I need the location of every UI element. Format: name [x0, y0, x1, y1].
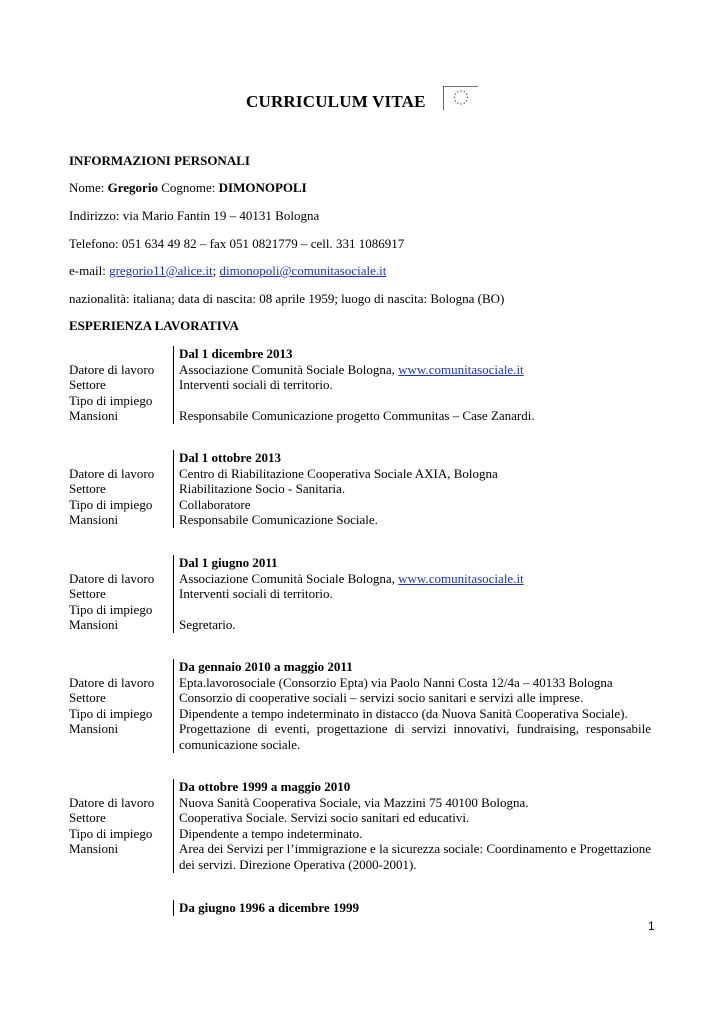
entry-labels	[69, 362, 169, 424]
entry-employer: Nuova Sanità Cooperativa Sociale, via Mazzini 75 40100 Bologna.	[179, 794, 529, 810]
flag-star	[460, 103, 461, 104]
entry-employer: Centro di Riabilitazione Cooperativa Sociale AXIA, Bologna	[179, 465, 498, 481]
phone-line: Telefono: 051 634 49 82 – fax 051 0821779 – cell. 331 1086917	[69, 236, 405, 251]
flag-star	[454, 97, 455, 98]
label-type: Tipo di impiego	[69, 825, 153, 841]
label-sector: Settore	[69, 377, 106, 393]
entry-duties: Responsabile Comunicazione progetto Communitas – Case Zanardi.	[179, 408, 535, 424]
email-link-1[interactable]: gregorio11@alice.it	[109, 263, 213, 278]
entry-type	[179, 602, 651, 618]
entry-sector: Interventi sociali di territorio.	[179, 586, 333, 602]
flag-star	[455, 94, 456, 95]
employer-text: Associazione Comunità Sociale Bologna,	[179, 361, 395, 377]
entry-date: Da ottobre 1999 a maggio 2010	[179, 779, 351, 794]
entry-labels	[69, 466, 169, 528]
entry-employer	[179, 571, 651, 587]
entry-duties: Responsabile Comunicazione Sociale.	[179, 512, 378, 528]
flag-star	[466, 94, 467, 95]
entry-date: Da gennaio 2010 a maggio 2011	[179, 659, 353, 674]
label-employer: Datore di lavoro	[69, 465, 155, 481]
label-sector: Settore	[69, 810, 106, 826]
email-separator: ;	[212, 263, 217, 278]
entry-date: Dal 1 dicembre 2013	[179, 346, 293, 361]
section-heading-experience: ESPERIENZA LAVORATIVA	[69, 318, 239, 333]
name-line	[69, 180, 307, 196]
entry-divider	[173, 779, 174, 873]
email-line	[69, 263, 386, 279]
entry-content	[179, 555, 651, 633]
label-employer: Datore di lavoro	[69, 361, 155, 377]
label-sector: Settore	[69, 586, 106, 602]
entry-divider	[173, 450, 174, 528]
name-label: Nome:	[69, 180, 105, 195]
entry-labels	[69, 675, 169, 737]
surname: DIMONOPOLI	[218, 180, 307, 195]
entry-date: Dal 1 ottobre 2013	[179, 450, 281, 465]
label-duties: Mansioni	[69, 841, 119, 857]
section-heading-personal: INFORMAZIONI PERSONALI	[69, 153, 250, 168]
entry-duties: Progettazione di eventi, progettazione di servizi innovativi, fundraising, responsabile comunicazione sociale.	[179, 721, 651, 752]
website-link[interactable]: www.comunitasociale.it	[398, 361, 524, 377]
entry-duties: Area dei Servizi per l’immigrazione e la sicurezza sociale: Coordinamento e Progettazione dei servizi. Direzione Operativa (2000-2001).	[179, 841, 651, 872]
flag-star	[455, 100, 456, 101]
entry-date: Da giugno 1996 a dicembre 1999	[179, 900, 359, 915]
entry-content	[179, 900, 651, 916]
label-type: Tipo di impiego	[69, 392, 153, 408]
email-link-2[interactable]: dimonopoli@comunitasociale.it	[219, 263, 387, 278]
entry-employer	[179, 362, 651, 378]
entry-type	[179, 393, 651, 409]
entry-content	[179, 450, 651, 528]
entry-divider	[173, 659, 174, 753]
label-sector: Settore	[69, 481, 106, 497]
label-duties: Mansioni	[69, 617, 119, 633]
flag-star	[466, 100, 467, 101]
entry-type: Dipendente a tempo indeterminato.	[179, 825, 363, 841]
flag-star	[457, 102, 458, 103]
entry-sector: Cooperativa Sociale. Servizi socio sanitari ed educativi.	[179, 810, 470, 826]
label-employer: Datore di lavoro	[69, 674, 155, 690]
entry-content	[179, 346, 651, 424]
label-duties: Mansioni	[69, 721, 119, 737]
label-sector: Settore	[69, 690, 106, 706]
label-duties: Mansioni	[69, 512, 119, 528]
surname-label: Cognome:	[161, 180, 216, 195]
entry-sector: Consorzio di cooperative sociali – servizi socio sanitari e servizi alle imprese.	[179, 690, 584, 706]
label-type: Tipo di impiego	[69, 601, 153, 617]
website-link[interactable]: www.comunitasociale.it	[398, 570, 524, 586]
page-number: 1	[648, 919, 655, 933]
address-line: Indirizzo: via Mario Fantin 19 – 40131 Bologna	[69, 208, 320, 223]
entry-type: Collaboratore	[179, 496, 251, 512]
flag-star	[464, 102, 465, 103]
entry-sector: Interventi sociali di territorio.	[179, 377, 333, 393]
entry-divider	[173, 900, 174, 916]
flag-star	[467, 97, 468, 98]
entry-divider	[173, 346, 174, 424]
birth-line: nazionalità: italiana; data di nascita: 08 aprile 1959; luogo di nascita: Bologna (BO)	[69, 291, 505, 306]
email-label: e-mail:	[69, 263, 106, 278]
flag-star	[457, 91, 458, 92]
entry-sector: Riabilitazione Socio - Sanitaria.	[179, 481, 346, 497]
entry-content	[179, 779, 651, 873]
label-employer: Datore di lavoro	[69, 570, 155, 586]
first-name: Gregorio	[107, 180, 158, 195]
label-type: Tipo di impiego	[69, 705, 153, 721]
flag-star	[460, 90, 461, 91]
entry-labels	[69, 795, 169, 857]
flag-star	[464, 91, 465, 92]
entry-content	[179, 659, 651, 753]
employer-text: Associazione Comunità Sociale Bologna,	[179, 570, 395, 586]
document-title: CURRICULUM VITAE	[246, 92, 426, 111]
entry-labels	[69, 571, 169, 633]
entry-date: Dal 1 giugno 2011	[179, 555, 278, 570]
entry-employer: Epta.lavorosociale (Consorzio Epta) via Paolo Nanni Costa 12/4a – 40133 Bologna	[179, 674, 613, 690]
entry-divider	[173, 555, 174, 633]
label-duties: Mansioni	[69, 408, 119, 424]
eu-flag-icon	[443, 86, 478, 110]
entry-duties: Segretario.	[179, 617, 236, 633]
entry-type: Dipendente a tempo indeterminato in distacco (da Nuova Sanità Cooperativa Sociale).	[179, 705, 628, 721]
label-type: Tipo di impiego	[69, 496, 153, 512]
label-employer: Datore di lavoro	[69, 794, 155, 810]
